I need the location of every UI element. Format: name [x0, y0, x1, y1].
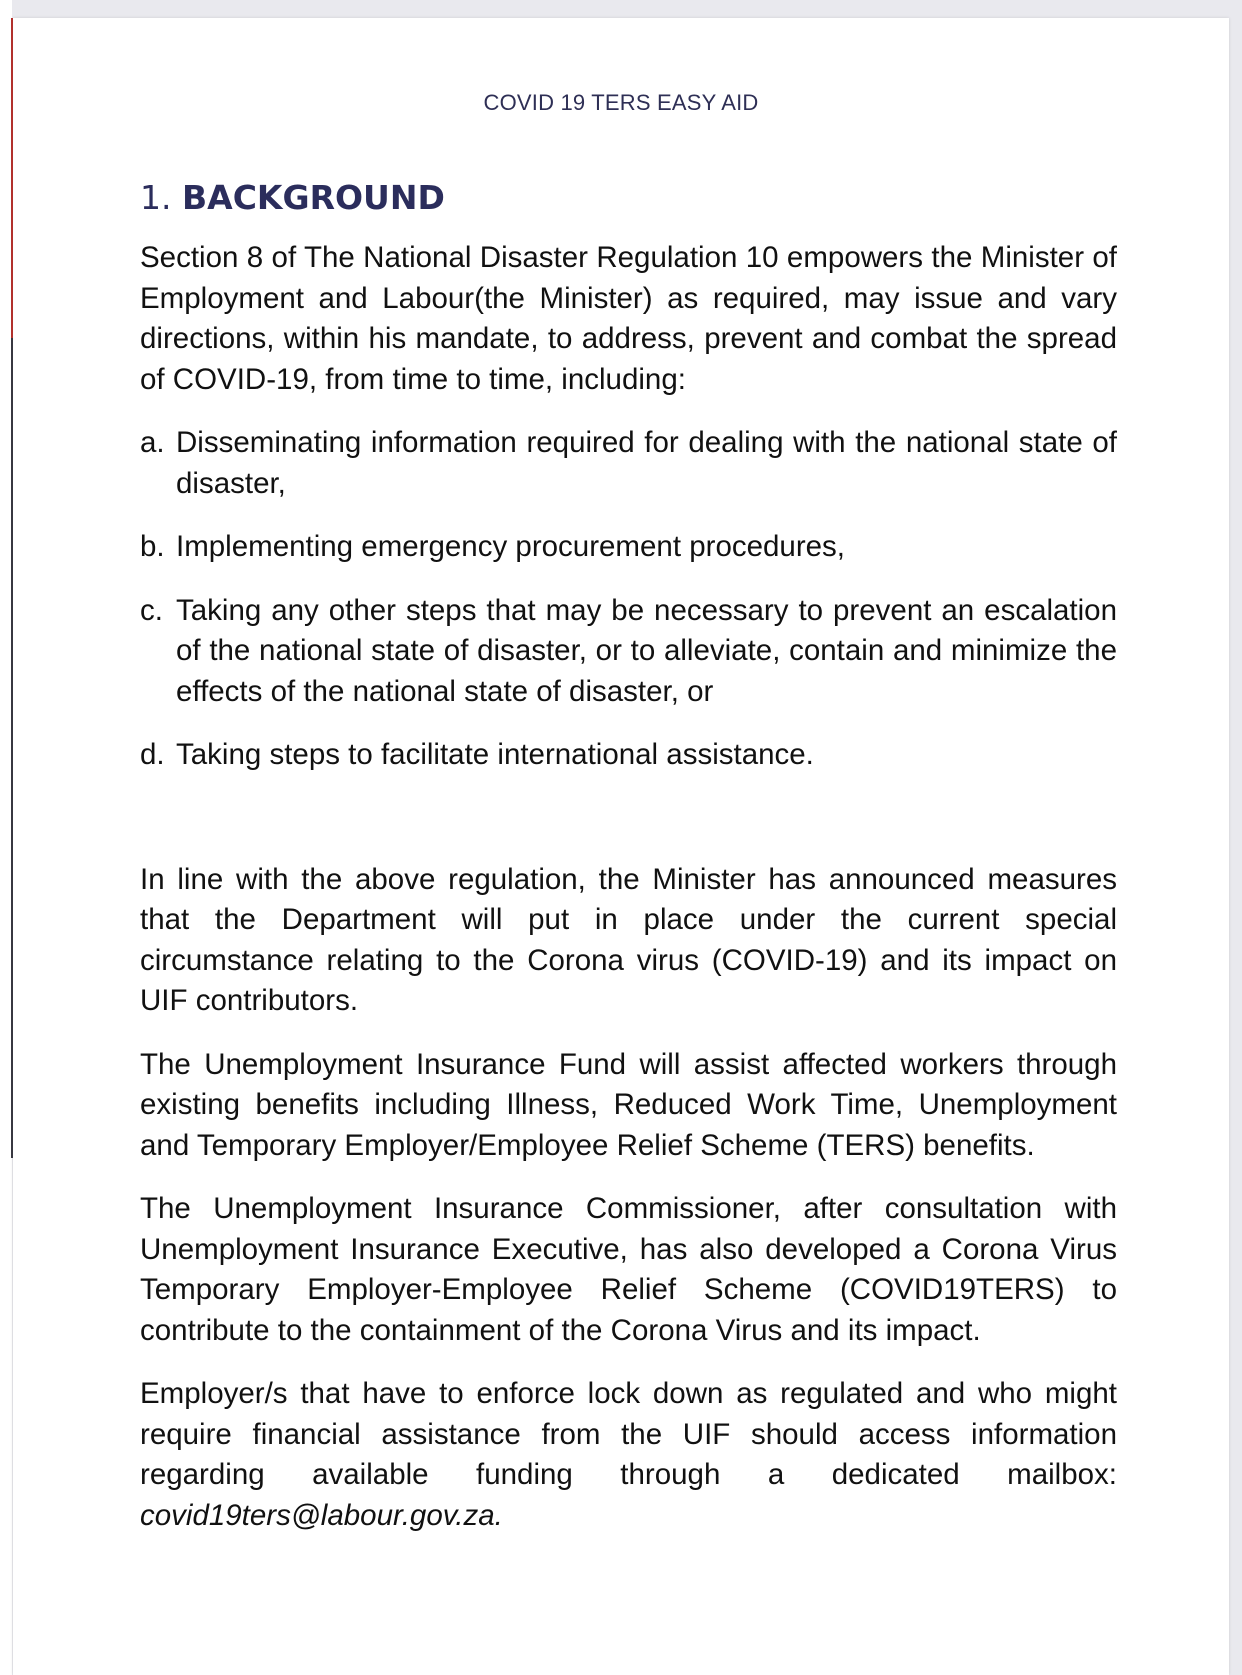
paragraph-covid19ters-scheme: The Unemployment Insurance Commissioner, after consultation with Unemployment Insurance Executive, has also developed a Corona Virus Temporary Employer-Employee Relief Scheme (COVID19TERS) to contribute to the containment of the Corona Virus and its impact. [140, 1192, 1117, 1347]
list-item [140, 735, 1117, 776]
intro-paragraph: Section 8 of The National Disaster Regulation 10 empowers the Minister of Employment and Labour(the Minister) as required, may issue and vary directions, within his mandate, to address, prevent and combat the spread of COVID-19, from time to time, including: [140, 241, 1117, 396]
paragraph-employer-access [140, 1374, 1117, 1536]
list-item-text: Disseminating information required for dealing with the national state of disaster, [176, 426, 1117, 500]
list-marker: a. [140, 426, 165, 459]
list-item [140, 591, 1117, 713]
email-address[interactable]: covid19ters@labour.gov.za. [140, 1498, 503, 1532]
paragraph-minister-measures: In line with the above regulation, the Minister has announced measures that the Department will put in place under the current special circumstance relating to the Corona virus (COVID-19) and its impact on UIF contributors. [140, 862, 1117, 1017]
list-item [140, 527, 1117, 568]
paragraph-uif-assistance: The Unemployment Insurance Fund will assist affected workers through existing benefits including Illness, Reduced Work Time, Unemployment and Temporary Employer/Employee Relief Scheme (TERS) benefits. [140, 1047, 1117, 1162]
directions-list [140, 423, 1117, 776]
left-page-edge [0, 0, 12, 1675]
list-marker: d. [140, 738, 165, 771]
section-number: 1. [140, 178, 172, 217]
list-marker: c. [140, 593, 163, 627]
list-item [140, 423, 1117, 504]
list-item-text: Implementing emergency procurement procedures, [176, 530, 845, 563]
employer-access-text: Employer/s that have to enforce lock down as regulated and who might require financial assistance from the UIF should access information regarding available funding through a dedicated mailbox: [140, 1377, 1117, 1491]
running-header: COVID 19 TERS EASY AID [483, 90, 759, 115]
list-item-text: Taking steps to facilitate international assistance. [176, 738, 814, 771]
section-heading [140, 176, 1117, 220]
document-body [140, 176, 1117, 1559]
document-page[interactable] [13, 18, 1229, 1675]
list-item-text: Taking any other steps that may be necessary to prevent an escalation of the national state of disaster, or to alleviate, contain and minimize the effects of the national state of disaster, or [176, 593, 1117, 708]
section-title: BACKGROUND [182, 178, 445, 217]
list-marker: b. [140, 530, 165, 563]
